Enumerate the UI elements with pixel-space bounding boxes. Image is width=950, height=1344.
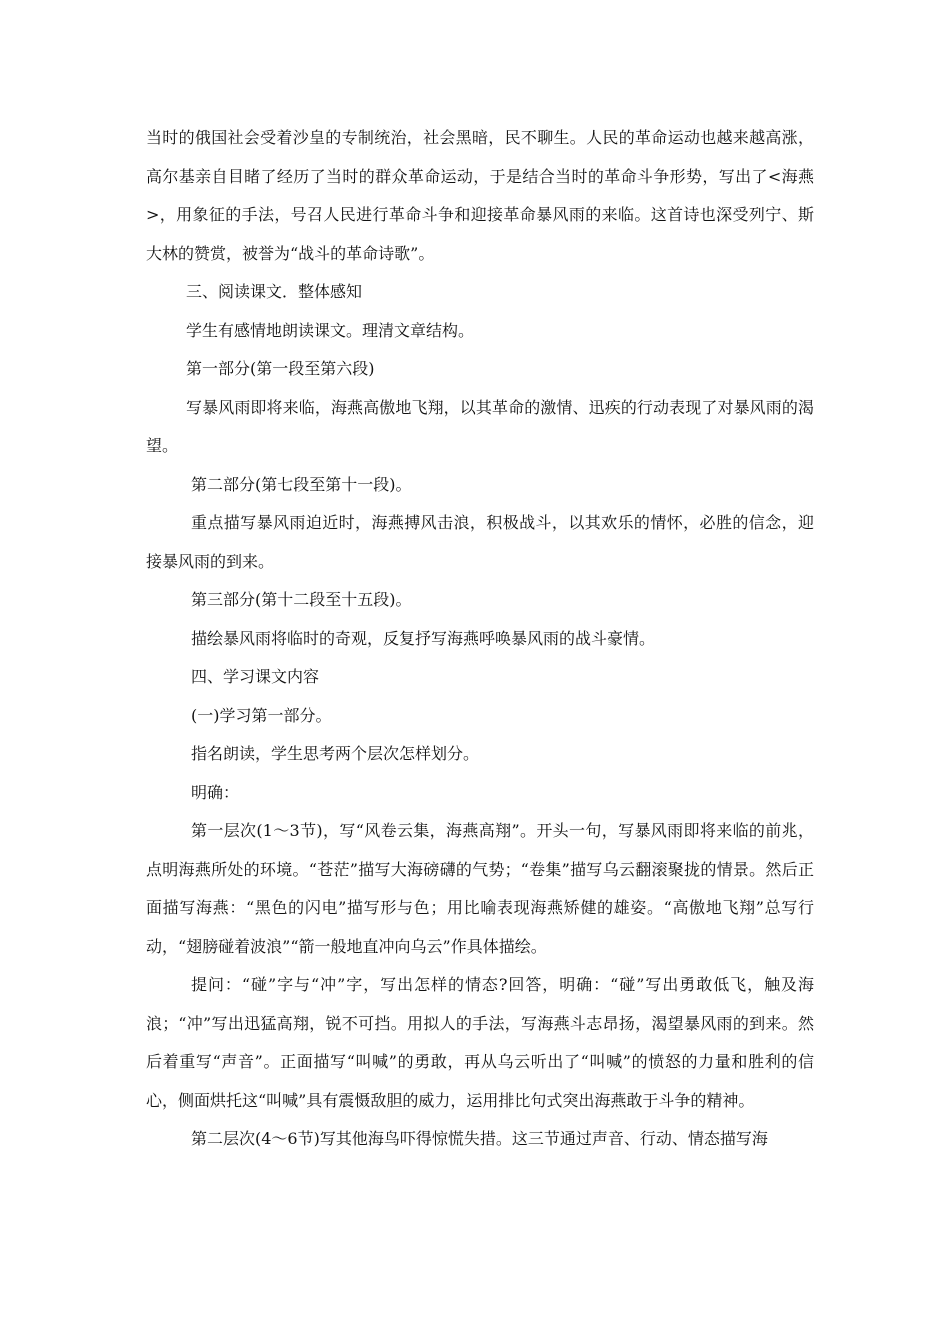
- paragraph-part-two: 重点描写暴风雨迫近时，海燕搏风击浪，积极战斗，以其欢乐的情怀，必胜的信念，迎接暴风雨的到来。: [146, 513, 814, 571]
- heading-study-part-one: (一)学习第一部分。: [191, 705, 332, 725]
- paragraph-background: 当时的俄国社会受着沙皇的专制统治，社会黑暗，民不聊生。人民的革命运动也越来越高涨，高尔基亲自目睹了经历了当时的群众革命运动，于是结合当时的革命斗争形势，写出了<海燕>，用象征的手法，号召人民进行革命斗争和迎接革命暴风雨的来临。这首诗也深受列宁、斯大林的赞赏，被誉为“战斗的革命诗歌”。: [146, 128, 814, 263]
- heading-part-two: 第二部分(第七段至第十一段)。: [191, 474, 412, 494]
- paragraph-read-aloud: 学生有感情地朗读课文。理清文章结构。: [186, 320, 475, 340]
- heading-section-four: 四、学习课文内容: [191, 667, 320, 686]
- heading-part-three: 第三部分(第十二段至十五段)。: [191, 590, 412, 609]
- paragraph-second-level: 第二层次(4～6节)写其他海鸟吓得惊慌失措。这三节通过声音、行动、情态描写海: [191, 1129, 768, 1148]
- paragraph-assign-reading: 指名朗读，学生思考两个层次怎样划分。: [191, 744, 480, 763]
- document-body: [146, 119, 814, 1159]
- heading-part-one: 第一部分(第一段至第六段): [186, 359, 375, 378]
- paragraph-question: 提问：“碰”字与“冲”字，写出怎样的情态?回答，明确：“碰”写出勇敢低飞，触及海浪；“冲”写出迅猛高翔，锐不可挡。用拟人的手法，写海燕斗志昂扬，渴望暴风雨的到来。然后着重写“声音”。正面描写“叫喊”的勇敢，再从乌云听出了“叫喊”的愤怒的力量和胜利的信心，侧面烘托这“叫喊”具有震慑敌胆的威力，运用排比句式突出海燕敢于斗争的精神。: [146, 975, 814, 1110]
- heading-section-three: 三、阅读课文．整体感知: [186, 282, 363, 301]
- paragraph-clarify-label: 明确：: [191, 782, 240, 802]
- paragraph-part-three: 描绘暴风雨将临时的奇观，反复抒写海燕呼唤暴风雨的战斗豪情。: [191, 628, 656, 648]
- paragraph-part-one: 写暴风雨即将来临，海燕高傲地飞翔，以其革命的激情、迅疾的行动表现了对暴风雨的渴望。: [146, 397, 814, 455]
- paragraph-first-level: 第一层次(1～3节)，写“风卷云集，海燕高翔”。开头一句，写暴风雨即将来临的前兆，点明海燕所处的环境。“苍茫”描写大海磅礴的气势；“卷集”描写乌云翻滚聚拢的情景。然后正面描写海燕：“黑色的闪电”描写形与色；用比喻表现海燕矫健的雄姿。“高傲地飞翔”总写行动，“翅膀碰着波浪”“箭一般地直冲向乌云”作具体描绘。: [146, 821, 814, 956]
